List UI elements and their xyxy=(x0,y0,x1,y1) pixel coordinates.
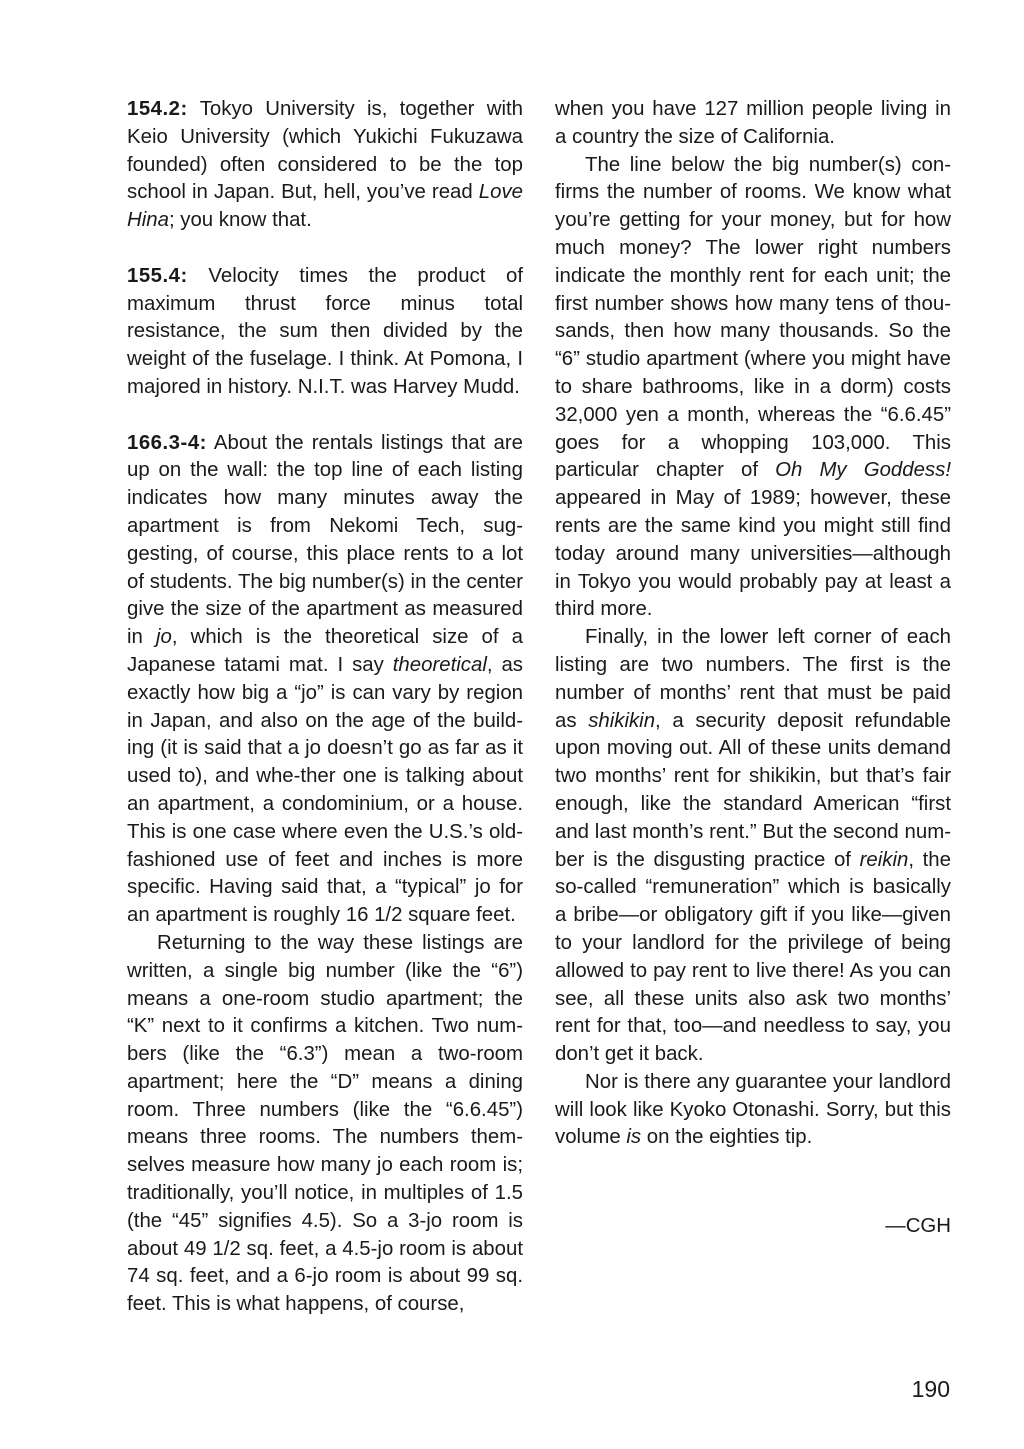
note-ref: 155.4: xyxy=(127,264,188,287)
note-166-3-4: 166.3-4: About the rentals listings that are up on the wall: the top line of each listing indicates how many minutes away the apartment is from Nekomi Tech, suggesting, of course, this place rents to a lot of students. The big number(s) in the center give the size of the apartment as measured in jo, which is the theoretical size of a Japanese tatami mat. I say theoretical, as exactly how big a “jo” is can vary by region in Japan, and also on the age of the building (it is said that a jo doesn’t go as far as it used to), and whe-ther one is talking about an apartment, a condominium, or a house. This is one case where even the U.S.’s old-fashioned use of feet and inches is more specific. Having said that, a “typical” jo for an apartment is roughly 16 1/2 square feet. xyxy=(127,431,523,927)
note-ref: 166.3-4: xyxy=(127,431,207,454)
paragraph-finally: Finally, in the lower left corner of each listing are two numbers. The first is the number of months’ rent that must be paid as shikikin, a security deposit refundable upon moving out. All of these units demand two months’ rent for shikikin, but that’s fair enough, like the standard American “first and last month’s rent.” But the second number is the disgusting practice of reikin, the so-called “remuneration” which is basically a bribe—or obligatory gift if you like—given to your landlord for the privilege of being allowed to pay rent to live there! As you can see, all these units also ask two months’ rent for that, too—and needless to say, you don’t get it back. xyxy=(555,626,951,1066)
right-column xyxy=(555,96,951,1152)
signature: —CGH xyxy=(885,1215,951,1237)
paragraph-line-below: The line below the big number(s) confirms the number of rooms. We know what you’re getting for your money, but for how much money? The lower right numbers indicate the monthly rent for each unit; the first number shows how many tens of thousands, then how many thousands. So the “6” studio apartment (where you might have to share bathrooms, like in a dorm) costs 32,000 yen a month, whereas the “6.6.45” goes for a whopping 103,000. This particular chapter of Oh My Goddess! appeared in May of 1989; however, these rents are the same kind you might still find today around many universities—although in Tokyo you would probably pay at least a third more. xyxy=(555,153,951,621)
page-number: 190 xyxy=(911,1376,950,1402)
note-ref: 154.2: xyxy=(127,98,188,120)
paragraph-nor: Nor is there any guarantee your landlord will look like Kyoko Otonashi. Sorry, but this volume is on the eighties tip. xyxy=(555,1070,951,1149)
left-column xyxy=(127,96,523,1319)
paragraph-continuation: when you have 127 million people living in a country the size of California. xyxy=(555,98,951,148)
paragraph-returning: Returning to the way these listings are written, a single big number (like the “6”) means a one-room studio apartment; the “K” next to it confirms a kitchen. Two numbers (like the “6.3”) mean a two-room apartment; here the “D” means a dining room. Three numbers (like the “6.6.45”) means three rooms. The numbers themselves measure how many jo each room is; traditionally, you’ll notice, in multiples of 1.5 (the “45” signifies 4.5). So a 3-jo room is about 49 1/2 sq. feet, a 4.5-jo room is about 74 sq. feet, and a 6-jo room is about 99 sq. feet. This is what happens, of course, xyxy=(127,931,523,1316)
note-155-4: 155.4: Velocity times the product of maximum thrust force minus total resistance, the sum then divided by the weight of the fuselage. I think. At Pomona, I majored in history. N.I.T. was Harvey Mudd. xyxy=(127,264,523,398)
note-154-2: 154.2: Tokyo University is, together with Keio University (which Yukichi Fukuzawa founded) often considered to be the top school in Japan. But, hell, you’ve read Love Hina; you know that. xyxy=(127,98,523,232)
